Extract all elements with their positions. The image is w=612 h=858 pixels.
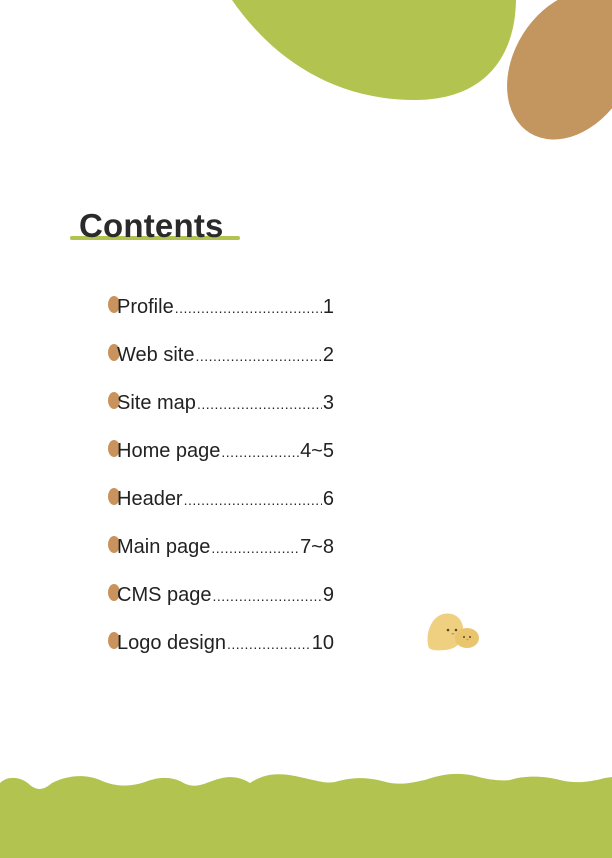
green-blob-top xyxy=(232,0,516,100)
toc-item-page: 6 xyxy=(322,488,334,510)
toc-item-logo-design[interactable] xyxy=(108,626,338,674)
toc-item-label: Site map xyxy=(117,392,196,414)
table-of-contents xyxy=(108,290,338,674)
toc-item-home-page[interactable] xyxy=(108,434,338,482)
toc-item-page: 1 xyxy=(322,296,334,318)
toc-item-page: 2 xyxy=(322,344,334,366)
toc-item-cms-page[interactable] xyxy=(108,578,338,626)
toc-item-label: Home page xyxy=(117,440,221,462)
toc-item-web-site[interactable] xyxy=(108,338,338,386)
toc-item-site-map[interactable] xyxy=(108,386,338,434)
contents-heading xyxy=(70,203,242,247)
dot-leader xyxy=(197,391,322,417)
toc-item-header[interactable] xyxy=(108,482,338,530)
dot-leader xyxy=(227,631,311,657)
toc-item-page: 4~5 xyxy=(300,440,334,462)
dot-leader xyxy=(213,583,322,609)
page-title: Contents xyxy=(79,207,224,244)
dot-leader xyxy=(211,535,299,561)
toc-item-label: Web site xyxy=(117,344,195,366)
dot-leader xyxy=(195,343,321,369)
dot-leader xyxy=(175,295,322,321)
toc-item-page: 3 xyxy=(322,392,334,414)
toc-item-page: 10 xyxy=(311,632,334,654)
dot-leader xyxy=(221,439,299,465)
toc-item-page: 7~8 xyxy=(300,536,334,558)
toc-item-label: CMS page xyxy=(117,584,212,606)
toc-item-profile[interactable] xyxy=(108,290,338,338)
toc-item-page: 9 xyxy=(322,584,334,606)
toc-item-label: Main page xyxy=(117,536,211,558)
chick-mascot-icon xyxy=(423,608,483,654)
toc-item-main-page[interactable] xyxy=(108,530,338,578)
toc-item-label: Profile xyxy=(117,296,174,318)
green-hills-bottom xyxy=(0,774,612,858)
toc-item-label: Header xyxy=(117,488,183,510)
toc-item-label: Logo design xyxy=(117,632,226,654)
dot-leader xyxy=(184,487,322,513)
